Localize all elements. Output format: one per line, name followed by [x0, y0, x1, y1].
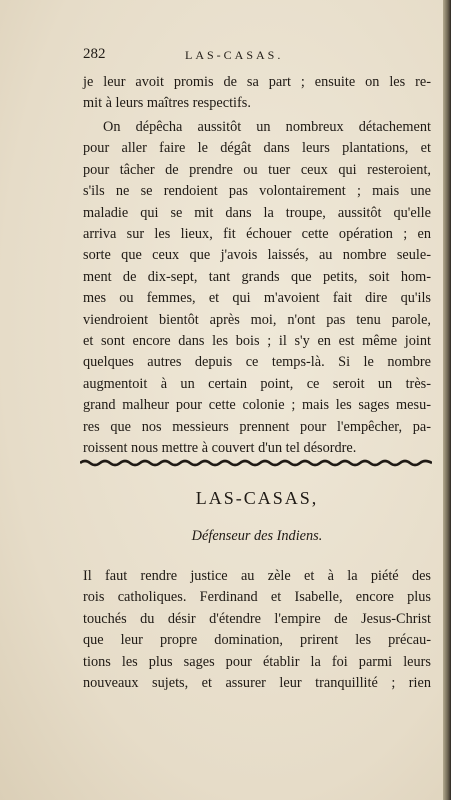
- text-line: et sont encore dans les bois ; il s'y en est même joint: [83, 333, 431, 350]
- second-paragraph: [83, 117, 431, 460]
- text-line: Il faut rendre justice au zèle et à la piété des: [83, 568, 431, 584]
- running-head: [73, 46, 428, 66]
- section-subtitle: Défenseur des Indiens.: [191, 528, 323, 544]
- text-line: que leur propre domination, prirent les précau-: [83, 632, 431, 649]
- running-title: LAS-CASAS.: [185, 48, 284, 62]
- text-line: res que nos messieurs prennent pour l'empêcher, pa-: [83, 418, 431, 435]
- text-line: arriva sur les lieux, fit échouer cette opération ; en: [83, 226, 431, 243]
- text-line: mes ou femmes, et qui m'avoient fait dire qu'ils: [83, 290, 431, 307]
- text-line: pour tâcher de prendre ou tuer ceux qui resteroient,: [83, 161, 431, 178]
- text-line: rois catholiques. Ferdinand et Isabelle, encore plus: [83, 589, 431, 606]
- text-line: touchés du désir d'étendre l'empire de Jesus-Christ: [83, 610, 431, 627]
- book-spine-edge: [443, 0, 451, 800]
- text-line: augmentoit à un certain point, ce seroit un très-: [83, 375, 431, 392]
- text-line: grand malheur pour cette colonie ; mais les sages mesu-: [83, 397, 431, 414]
- text-line: mit à leurs maîtres respectifs.: [83, 95, 251, 112]
- text-line: nouveaux sujets, et assurer leur tranquillité ; rien: [83, 675, 431, 692]
- text-line: tions les plus sages pour établir la foi parmi leurs: [83, 653, 431, 670]
- section-title: LAS-CASAS,: [195, 488, 319, 508]
- text-line: roissent nous mettre à couvert d'un tel désordre.: [83, 440, 357, 457]
- text-line: viendroient bientôt après moi, n'ont pas tenu parole,: [83, 311, 431, 328]
- text-line: ment de dix-sept, tant grands que petits, soit hom-: [83, 268, 431, 285]
- page-number: 282: [83, 46, 106, 62]
- text-line: maladie qui se mit dans la troupe, aussitôt qu'elle: [83, 204, 431, 221]
- text-line: sorte que ceux que j'avois laissés, au nombre seule-: [83, 247, 431, 264]
- text-line: s'ils ne se rendoient pas volontairement ; mais une: [83, 183, 431, 200]
- text-line: quelques autres depuis ce temps-là. Si le nombre: [83, 354, 431, 371]
- top-paragraph: [83, 72, 431, 115]
- third-paragraph: [83, 566, 431, 694]
- text-line: je leur avoit promis de sa part ; ensuite on les re-: [83, 74, 431, 90]
- text-line: On dépêcha aussitôt un nombreux détachement: [103, 119, 431, 135]
- ornamental-rule: [80, 458, 432, 468]
- text-line: pour aller faire le dégât dans leurs plantations, et: [83, 140, 431, 157]
